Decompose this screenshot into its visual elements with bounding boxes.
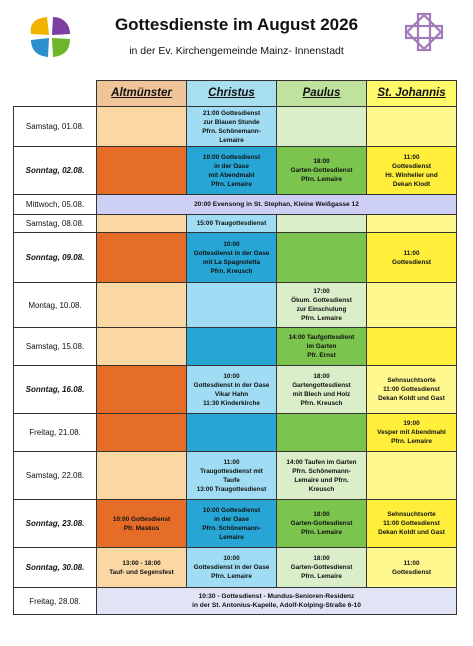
cell-paulus xyxy=(277,414,367,452)
cell-paulus: 17:00 Ökum. Gottesdienst zur Einschulung Pfrn. Lemaire xyxy=(277,283,367,328)
row-date: Sonntag, 09.08. xyxy=(14,233,97,283)
cell-st-johannis: 11:00 Gottesdienst xyxy=(367,233,457,283)
cell-paulus xyxy=(277,233,367,283)
cell-christus: 10:00 Gottesdienst in der Oase Pfrn. Lemaire xyxy=(187,548,277,588)
cell-paulus xyxy=(277,107,367,147)
cell-paulus: 14:00 Taufen im Garten Pfrn. Schönemann- Lemaire und Pfrn. Kreusch xyxy=(277,452,367,500)
cell-paulus: 18:00 Garten-Gottesdienst Pfrn. Lemaire xyxy=(277,147,367,195)
table-row xyxy=(14,233,457,283)
cell-christus xyxy=(187,414,277,452)
cell-altmuenster xyxy=(97,452,187,500)
cell-altmuenster xyxy=(97,328,187,366)
schedule-table xyxy=(13,80,457,615)
column-header-altmuenster: Altmünster xyxy=(97,81,187,107)
cell-paulus: 18:00 Garten-Gottesdienst Pfrn. Lemaire xyxy=(277,548,367,588)
cell-st-johannis xyxy=(367,452,457,500)
cell-paulus: 18:00 Gartengottesdienst mit Blech und Holz Pfrn. Kreusch xyxy=(277,366,367,414)
cell-christus xyxy=(187,328,277,366)
table-row xyxy=(14,366,457,414)
row-date: Samstag, 01.08. xyxy=(14,107,97,147)
row-date: Samstag, 15.08. xyxy=(14,328,97,366)
cell-altmuenster xyxy=(97,107,187,147)
cell-paulus: 18:00 Garten-Gottesdienst Pfrn. Lemaire xyxy=(277,500,367,548)
cell-altmuenster xyxy=(97,215,187,233)
table-row xyxy=(14,283,457,328)
table-row xyxy=(14,414,457,452)
table-row xyxy=(14,195,457,215)
header-row xyxy=(14,81,457,107)
row-date: Sonntag, 02.08. xyxy=(14,147,97,195)
table-row xyxy=(14,588,457,615)
cell-paulus: 14:00 Taufgottesdient im Garten Pfr. Ernst xyxy=(277,328,367,366)
row-date: Samstag, 22.08. xyxy=(14,452,97,500)
cell-altmuenster xyxy=(97,366,187,414)
cell-christus: 21:00 Gottesdienst zur Blauen Stunde Pfrn. Schönemann- Lemaire xyxy=(187,107,277,147)
column-header-st-johannis: St. Johannis xyxy=(367,81,457,107)
table-row xyxy=(14,500,457,548)
cell-christus: 10:00 Gottesdienst in der Oase Vikar Hahn 11:30 Kinderkirche xyxy=(187,366,277,414)
cell-christus: 10:00 Gottesdienst in der Oase mit Abendmahl Pfrn. Lemaire xyxy=(187,147,277,195)
row-date: Montag, 10.08. xyxy=(14,283,97,328)
cell-st-johannis: Sehnsuchtsorte 11:00 Gottesdienst Dekan Koldt und Gast xyxy=(367,500,457,548)
row-date: Sonntag, 23.08. xyxy=(14,500,97,548)
row-date: Sonntag, 30.08. xyxy=(14,548,97,588)
page-subtitle: in der Ev. Kirchengemeinde Mainz- Innenstadt xyxy=(129,45,344,57)
row-date: Samstag, 08.08. xyxy=(14,215,97,233)
row-date: Mittwoch, 05.08. xyxy=(14,195,97,215)
cell-st-johannis: 11:00 Gottesdienst Hr. Winheller und Dekan Klodt xyxy=(367,147,457,195)
table-row xyxy=(14,452,457,500)
cell-paulus xyxy=(277,215,367,233)
cell-st-johannis xyxy=(367,328,457,366)
cell-christus xyxy=(187,283,277,328)
cell-altmuenster xyxy=(97,147,187,195)
cell-christus: 10:00 Gottesdienst in der Oase Pfrn. Schönemann- Lemaire xyxy=(187,500,277,548)
cell-st-johannis: Sehnsuchtsorte 11:00 Gottesdienst Dekan Koldt und Gast xyxy=(367,366,457,414)
cell-altmuenster xyxy=(97,233,187,283)
cell-st-johannis: 19:00 Vesper mit Abendmahl Pfrn. Lemaire xyxy=(367,414,457,452)
page-title: Gottesdienste im August 2026 xyxy=(114,15,359,34)
row-date: Freitag, 21.08. xyxy=(14,414,97,452)
cell-st-johannis xyxy=(367,283,457,328)
table-row xyxy=(14,107,457,147)
table-row xyxy=(14,215,457,233)
cell-joint-event: 20:00 Evensong in St. Stephan, Kleine Weißgasse 12 xyxy=(97,195,457,215)
cell-christus: 11:00 Traugottesdienst mit Taufe 13:00 Traugottesdienst xyxy=(187,452,277,500)
cell-altmuenster xyxy=(97,414,187,452)
column-header-paulus: Paulus xyxy=(277,81,367,107)
table-row xyxy=(14,328,457,366)
cell-altmuenster: 13:00 - 18:00 Tauf- und Segensfest xyxy=(97,548,187,588)
cell-christus: 10:00 Gottesdienst in der Oase mit La Spagnoletta Pfrn. Kreusch xyxy=(187,233,277,283)
cell-joint-event: 10:30 - Gottesdienst - Mundus-Senioren-Residenz in der St. Antonius-Kapelle, Adolf-Kolping-Straße 6-10 xyxy=(97,588,457,615)
cell-altmuenster: 10:00 Gottesdienst Pfr. Maskus xyxy=(97,500,187,548)
table-row xyxy=(14,147,457,195)
cell-st-johannis xyxy=(367,107,457,147)
cell-christus: 15:00 Traugottesdienst xyxy=(187,215,277,233)
row-date: Sonntag, 16.08. xyxy=(14,366,97,414)
row-date: Freitag, 28.08. xyxy=(14,588,97,615)
table-row xyxy=(14,548,457,588)
column-header-christus: Christus xyxy=(187,81,277,107)
cell-altmuenster xyxy=(97,283,187,328)
cell-st-johannis xyxy=(367,215,457,233)
cell-st-johannis: 11:00 Gottesdienst xyxy=(367,548,457,588)
